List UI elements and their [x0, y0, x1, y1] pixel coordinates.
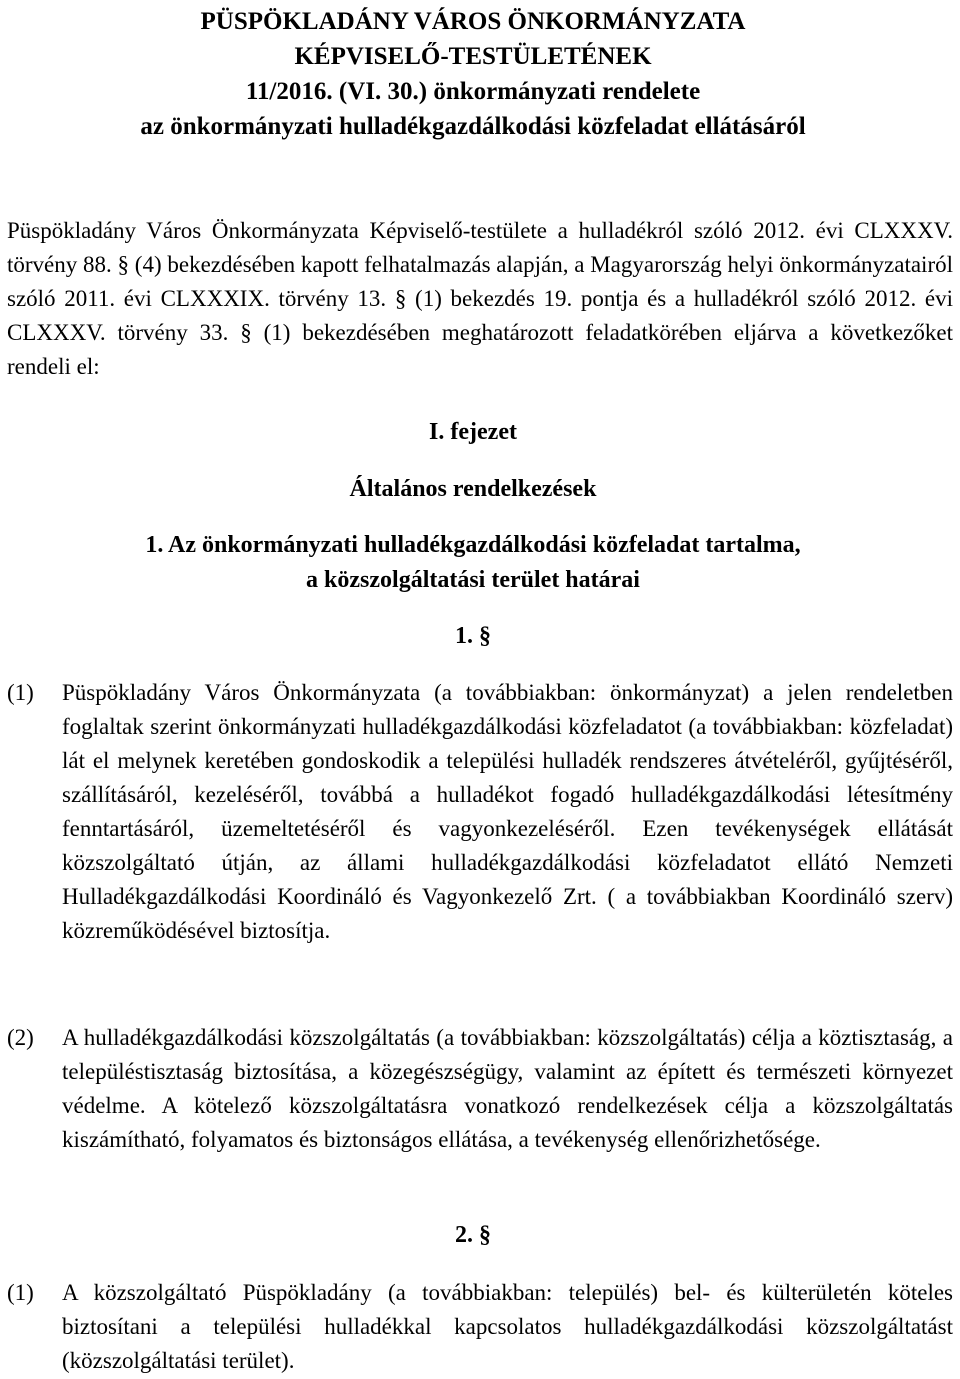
- section-label: 2. §: [455, 1222, 491, 1248]
- title-line-1: PÜSPÖKLADÁNY VÁROS ÖNKORMÁNYZATA: [200, 8, 746, 35]
- paragraph-text: A közszolgáltató Püspökladány (a továbbiakban: település) bel- és külterületén köteles biztosítani a települési hulladékkal kapcsolatos hulladékgazdálkodási közszolgáltatást (közszolgáltatási terület).: [62, 1280, 953, 1373]
- paragraph-number: (2): [7, 1025, 34, 1050]
- section-label: 1. §: [455, 623, 491, 649]
- paragraph-text: A hulladékgazdálkodási közszolgáltatás (a továbbiakban: közszolgáltatás) célja a köztisztaság, a településtisztaság biztosítása, a közegészségügy, valamint az épített és természeti környezet védelme. A kötelező közszolgáltatásra vonatkozó rendelkezések célja a közszolgáltatás kiszámítható, folyamatos és biztonságos ellátása, a tevékenység ellenőrizhetősége.: [62, 1025, 953, 1152]
- paragraph: [7, 1276, 953, 1378]
- preamble: Püspökladány Város Önkormányzata Képviselő-testülete a hulladékról szóló 2012. évi CLXXXV. törvény 88. § (4) bekezdésében kapott felhatalmazás alapján, a Magyarország helyi önkormányzatairól szóló 2011. évi CLXXXIX. törvény 13. § (1) bekezdés 19. pontja és a hulladékról szóló 2012. évi CLXXXV. törvény 33. § (1) bekezdésében meghatározott feladatkörében eljárva a következőket rendeli el:: [7, 218, 953, 379]
- paragraph-text: Püspökladány Város Önkormányzata (a továbbiakban: önkormányzat) a jelen rendeletben foglaltak szerint önkormányzati hulladékgazdálkodási közfeladatot (a továbbiakban: közfeladat) lát el melynek keretében gondoskodik a települési hulladék rendszeres átvételéről, gyűjtéséről, szállításáról, kezeléséről, továbbá a hulladékot fogadó hulladékgazdálkodási létesítmény fenntartásáról, üzemeltetéséről és vagyonkezeléséről. Ezen tevékenységek ellátását közszolgáltató útján, az állami hulladékgazdálkodási közfeladatot ellátó Nemzeti Hulladékgazdálkodási Koordináló és Vagyonkezelő Zrt. ( a továbbiakban Koordináló szerv) közreműködésével biztosítja.: [62, 680, 953, 943]
- paragraph: [7, 676, 953, 948]
- chapter-number: I. fejezet: [429, 419, 517, 445]
- paragraph: [7, 1021, 953, 1157]
- title-line-2: KÉPVISELŐ-TESTÜLETÉNEK: [294, 43, 652, 70]
- subtitle-line-1: 1. Az önkormányzati hulladékgazdálkodási közfeladat tartalma,: [145, 532, 801, 558]
- title-line-3: 11/2016. (VI. 30.) önkormányzati rendelete: [245, 78, 701, 105]
- paragraph-number: (1): [7, 680, 34, 705]
- title-line-4: az önkormányzati hulladékgazdálkodási közfeladat ellátásáról: [140, 113, 806, 140]
- chapter-title: Általános rendelkezések: [349, 476, 597, 502]
- subtitle-line-2: a közszolgáltatási terület határai: [306, 567, 640, 593]
- document-title: [0, 4, 946, 144]
- paragraph-number: (1): [7, 1280, 34, 1305]
